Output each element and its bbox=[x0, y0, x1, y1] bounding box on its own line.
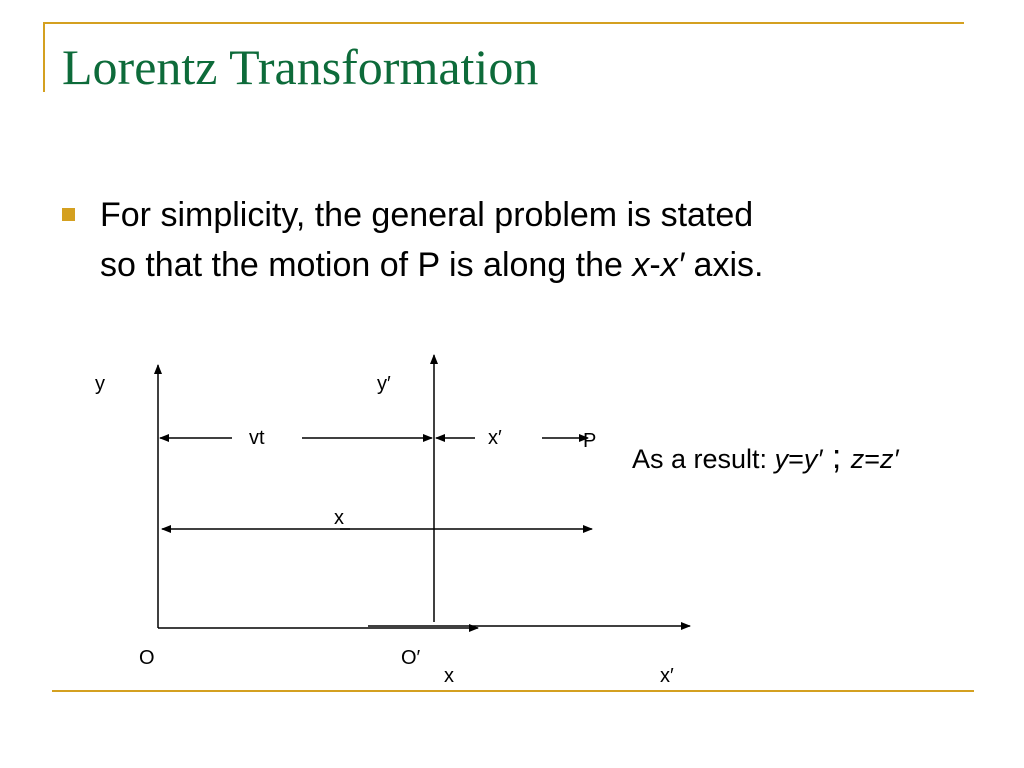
label-x-prime-axis: x′ bbox=[660, 665, 674, 687]
eq1-rhs: y′ bbox=[803, 444, 823, 474]
bullet-line-2-suffix: axis. bbox=[684, 246, 764, 284]
label-x-axis: x bbox=[444, 665, 454, 687]
label-x-prime-top: x′ bbox=[488, 427, 502, 449]
bullet-line-2-prefix: so that the motion of P is along the bbox=[100, 246, 633, 284]
eq1-lhs: y bbox=[774, 444, 789, 474]
result-statement bbox=[632, 438, 899, 477]
slide-title: Lorentz Transformation bbox=[62, 39, 539, 95]
eq1-equals: = bbox=[788, 444, 804, 474]
label-x-mid: x bbox=[334, 507, 344, 529]
axis-dash: - bbox=[649, 246, 661, 284]
eq2-lhs: z bbox=[850, 444, 865, 474]
label-vt: vt bbox=[249, 427, 265, 449]
result-semicolon: ; bbox=[822, 438, 851, 476]
eq2-rhs: z′ bbox=[880, 444, 899, 474]
bullet-line-1: For simplicity, the general problem is stated bbox=[100, 196, 754, 234]
label-origin-O: O bbox=[139, 647, 155, 669]
axis-x-prime: x′ bbox=[660, 246, 685, 284]
label-y-prime: y′ bbox=[377, 373, 391, 395]
label-P: P bbox=[583, 430, 597, 452]
label-origin-O-prime: O′ bbox=[401, 647, 421, 669]
label-y: y bbox=[95, 373, 105, 395]
result-prefix: As a result: bbox=[632, 444, 775, 474]
eq2-equals: = bbox=[864, 444, 881, 474]
axis-x: x bbox=[632, 246, 650, 284]
